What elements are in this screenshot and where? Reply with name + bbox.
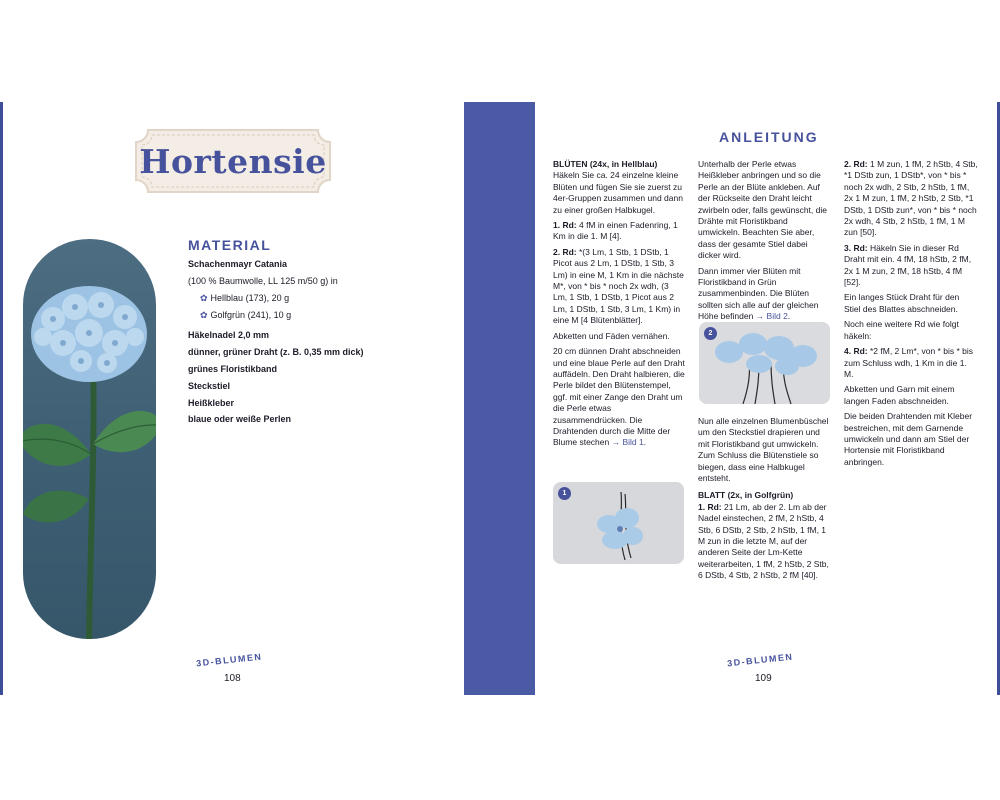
material-item-text: grünes Floristikband <box>188 364 278 374</box>
material-item <box>188 276 338 287</box>
center-color-band <box>464 102 535 695</box>
material-item <box>200 310 291 321</box>
blossoms-title: BLÜTEN (24x, in Hellblau) <box>553 159 658 169</box>
hydrangea-illustration <box>23 239 156 639</box>
blossoms-intro: Häkeln Sie ca. 24 einzelne kleine Blüten und fügen Sie sie zuerst zu 4er-Gruppen zusammen und dann zu einer großen Halbkugel. <box>553 170 683 215</box>
page-edge-left <box>0 102 3 695</box>
instructions-column-1 <box>553 159 685 453</box>
hydrangea-photo <box>23 239 156 639</box>
material-item <box>188 381 230 392</box>
material-item-text: Schachenmayr Catania <box>188 259 288 269</box>
round-1-text: 1. Rd: 4 fM in einen Fadenring, 1 Km in die 1. M [4]. <box>553 220 678 242</box>
leaf-round-2-text: 2. Rd: 1 M zun, 1 fM, 2 hStb, 4 Stb, *1 DStb zun, 1 DStb*, von * bis * noch 2x wdh, 2 Stb, 2 hStb, 1 fM, 2x 1 M zun, 1 fM, 2 hStb, 2 Stb, *1 DStb, 1 DStb zun*, von * bis * noch 2x wdh, 4 Stb, 2 hStb, 1 fM, 1 M zun [50]. <box>844 159 978 238</box>
figure-2-link[interactable]: → Bild 2 <box>755 311 788 322</box>
leaf-round-4-text: 4. Rd: *2 fM, 2 Lm*, von * bis * bis zum Schluss wdh, 1 Km in die 1. M. <box>844 346 973 379</box>
material-item-text: dünner, grüner Draht (z. B. 0,35 mm dick) <box>188 347 364 357</box>
flower-bullet-icon: ✿ <box>200 310 208 320</box>
figure-1-badge: 1 <box>558 487 571 500</box>
bead-text: Unterhalb der Perle etwas Heißkleber anbringen und so die Perle an der Blüte ankleben. Auf der Rückseite den Draht leicht zwirbeln oder, falls gewünscht, die Drähte mit Floristikband umwickeln. Beachten Sie aber, dass der gesamte Stiel dabei dicker wird. <box>698 159 827 261</box>
material-item <box>188 330 269 341</box>
bundle-text: Dann immer vier Blüten mit Floristikband in Grün zusammenbinden. Die Blüten sollten sich alle auf der gleichen Höhe befinden → Bild 2. <box>698 265 819 322</box>
instructions-heading: ANLEITUNG <box>719 129 819 145</box>
another-round-text: Noch eine weitere Rd wie folgt häkeln: <box>844 319 959 341</box>
material-item-text: (100 % Baumwolle, LL 125 m/50 g) in <box>188 276 338 286</box>
wire-text: 20 cm dünnen Draht abschneiden und eine blaue Perle auf den Draht auffädeln. Den Draht halbieren, die Perle bildet den Blütenstempel, ggf. mit einer Zange den Draht um die Perle etwas zusammendrücken. Die Drahtenden durch die Mitte der Blume stechen → Bild 1. <box>553 346 685 448</box>
right-page-number: 109 <box>755 673 772 684</box>
material-item <box>200 293 289 304</box>
material-item-text: Heißkleber <box>188 398 235 408</box>
attach-text: Die beiden Drahtenden mit Kleber bestreichen, mit dem Garnende umwickeln und dann am Stiel der Hortensie mit Floristikband anbringen. <box>844 411 973 467</box>
left-page-number: 108 <box>224 673 241 684</box>
material-item <box>188 414 291 425</box>
material-item-text: Hellblau (173), 20 g <box>210 293 290 303</box>
instructions-column-2b <box>698 416 832 586</box>
wire-cut-text: Ein langes Stück Draht für den Stiel des Blattes abschneiden. <box>844 292 960 314</box>
material-item <box>188 347 364 358</box>
leaf-round-3-text: 3. Rd: Häkeln Sie in dieser Rd Draht mit ein. 4 fM, 18 hStb, 2 fM, 2x 1 M zun, 2 fM, 18 hStb, 4 fM [52]. <box>844 242 972 288</box>
right-section-label: 3D-BLUMEN <box>726 651 794 669</box>
material-item <box>188 364 277 375</box>
leaf-finish-text: Abketten und Garn mit einem langen Faden abschneiden. <box>844 384 955 406</box>
figure-1-image <box>553 482 684 564</box>
material-item <box>188 259 287 270</box>
instructions-column-2 <box>698 159 832 327</box>
round-2-text: 2. Rd: *(3 Lm, 1 Stb, 1 DStb, 1 Picot aus 2 Lm, 1 DStb, 1 Stb, 3 Lm) in eine M, 1 Km in die nächste M*, von * bis * noch 2x wdh, (3 Lm, 1 Stb, 1 DStb, 1 Picot aus 2 Lm, 1 DStb, 1 Stb, 3 Lm, 1 Km) in eine M [4 Blütenblätter]. <box>553 246 684 326</box>
material-item <box>188 398 234 409</box>
figure-2-badge: 2 <box>704 327 717 340</box>
leaf-title: BLATT (2x, in Golfgrün) <box>698 490 794 501</box>
material-item-text: blaue oder weiße Perlen <box>188 414 292 424</box>
figure-2-image <box>699 322 830 404</box>
finish-text: Abketten und Fäden vernähen. <box>553 330 670 341</box>
material-item-text: Häkelnadel 2,0 mm <box>188 330 270 340</box>
figure-1 <box>553 482 684 564</box>
material-item-text: Golfgrün (241), 10 g <box>210 310 292 320</box>
material-item-text: Steckstiel <box>188 381 231 391</box>
flower-bullet-icon: ✿ <box>200 293 208 303</box>
leaf-round-1-text: 1. Rd: 21 Lm, ab der 2. Lm ab der Nadel einstechen, 2 fM, 2 hStb, 4 Stb, 6 DStb, 2 Stb, 2 hStb, 1 fM, 1 M zun in die letzte M, auf der anderen Seite der Lm-Kette weiterarbeiten, 1 fM, 2 hStb, 2 Stb, 6 DStb, 4 Stb, 2 hStb, 2 fM [40]. <box>698 501 829 581</box>
material-heading: MATERIAL <box>188 237 272 253</box>
instructions-column-3 <box>844 159 978 472</box>
page-title: Hortensie <box>139 141 327 181</box>
arrange-text: Nun alle einzelnen Blumenbüschel um den Steckstiel drapieren und mit Floristikband gut umwickeln. Zum Schluss die Blütenstiele so biegen, dass eine Halbkugel entsteht. <box>698 416 829 484</box>
figure-1-link[interactable]: → Bild 1 <box>611 437 644 448</box>
figure-2 <box>699 322 830 404</box>
left-section-label: 3D-BLUMEN <box>195 651 263 669</box>
